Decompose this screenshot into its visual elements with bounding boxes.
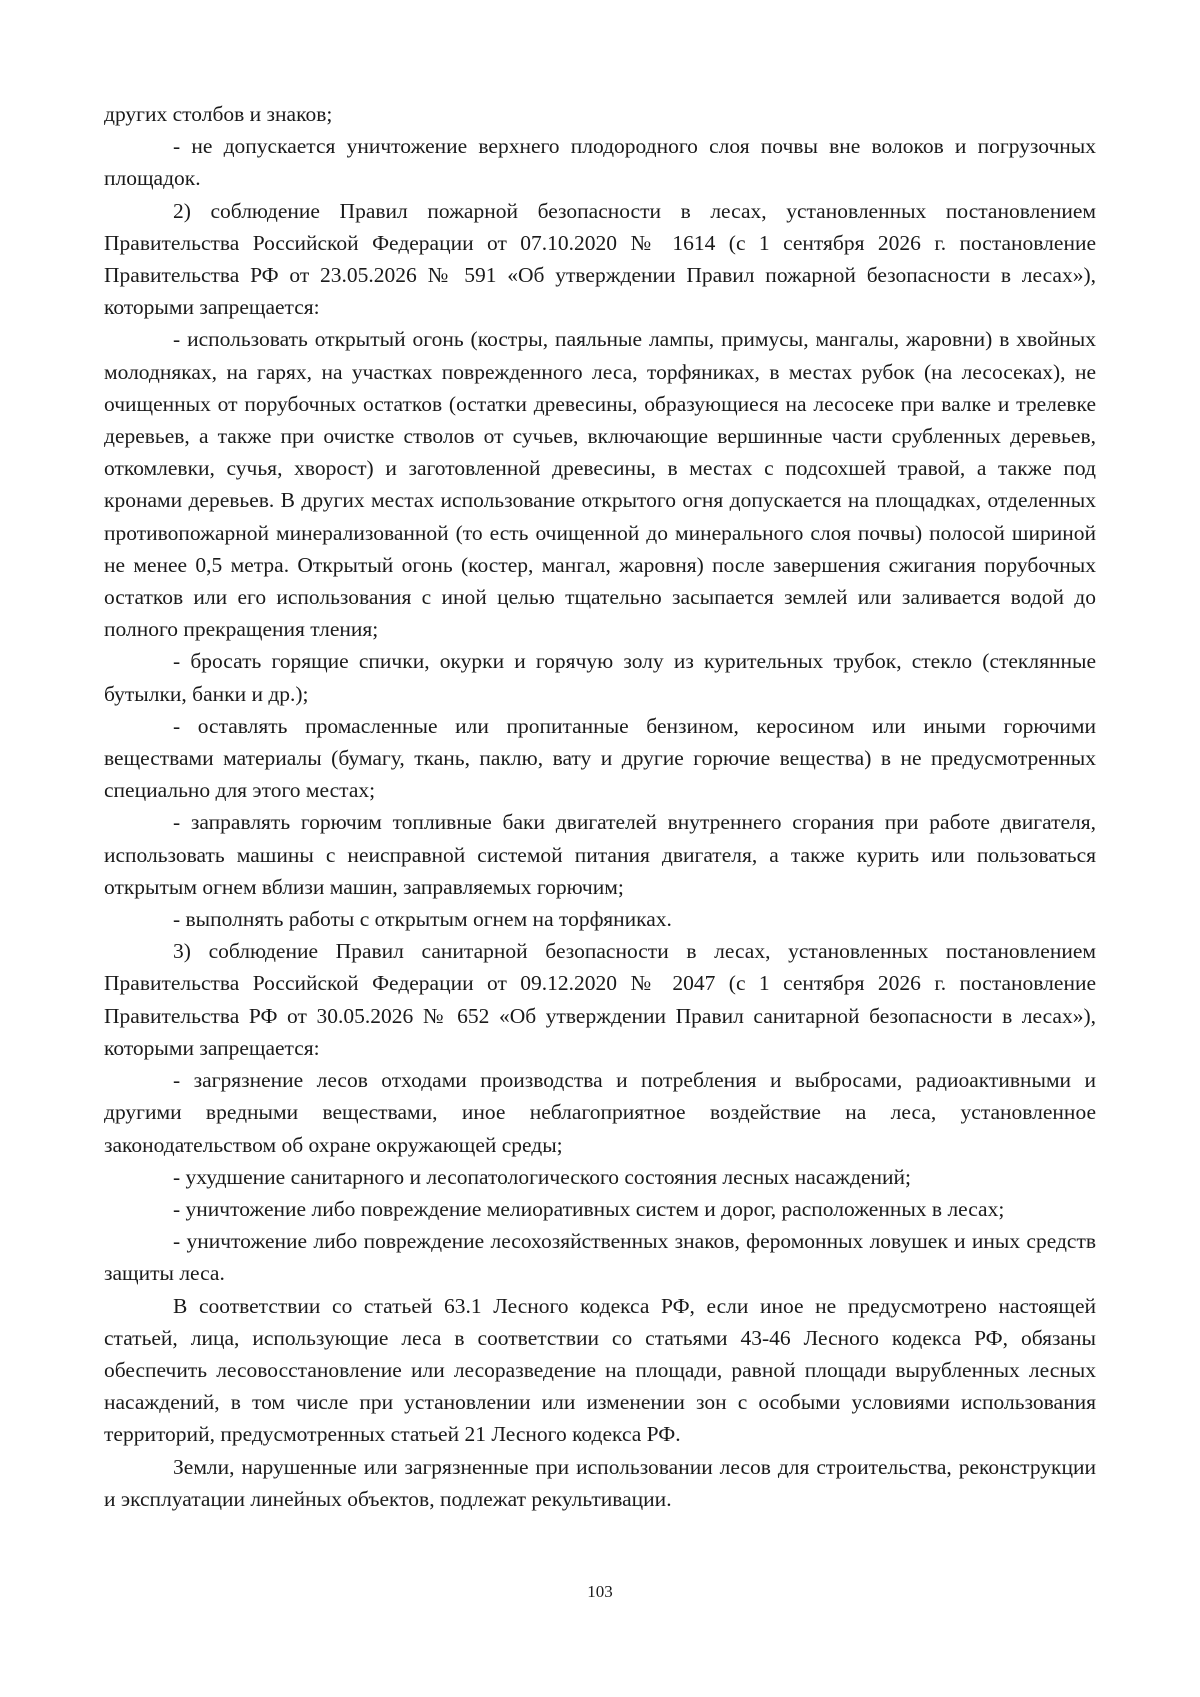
paragraph: 3) соблюдение Правил санитарной безопасности в лесах, установленных постановлением Правительства Российской Федерации от 09.12.2020 № 2047 (с 1 сентября 2026 г. постановление Правительства РФ от 30.05.2026 № 652 «Об утверждении Правил санитарной безопасности в лесах»), которыми запрещается: — [104, 939, 1096, 1060]
paragraph: Земли, нарушенные или загрязненные при использовании лесов для строительства, реконструкции и эксплуатации линейных объектов, подлежат рекультивации. — [104, 1454, 1096, 1511]
paragraph: - оставлять промасленные или пропитанные бензином, керосином или иными горючими веществами материалы (бумагу, ткань, паклю, вату и другие горючие вещества) в не предусмотренных специально для этого местах; — [104, 713, 1096, 803]
paragraph: - ухудшение санитарного и лесопатологического состояния лесных насаждений; — [173, 1164, 911, 1189]
paragraph: - выполнять работы с открытым огнем на торфяниках. — [173, 907, 672, 932]
paragraph: - не допускается уничтожение верхнего плодородного слоя почвы вне волоков и погрузочных площадок. — [104, 134, 1096, 191]
paragraph: - бросать горящие спички, окурки и горячую золу из курительных трубок, стекло (стеклянные бутылки, банки и др.); — [104, 649, 1096, 706]
body-text — [104, 98, 1096, 1515]
page-number: 103 — [587, 1582, 613, 1601]
paragraph: - заправлять горючим топливные баки двигателей внутреннего сгорания при работе двигателя, использовать машины с неисправной системой питания двигателя, а также курить или пользоваться открытым огнем вблизи машин, заправляемых горючим; — [104, 810, 1096, 899]
paragraph: - использовать открытый огонь (костры, паяльные лампы, примусы, мангалы, жаровни) в хвойных молодняках, на гарях, на участках поврежденного леса, торфяниках, в местах рубок (на лесосеках), не очищенных от порубочных остатков (остатки древесины, образующиеся на лесосеке при валке и трелевке деревьев, а также при очистке стволов от сучьев, включающие вершинные части срубленных деревьев, откомлевки, сучья, хворост) и заготовленной древесины, в местах с подсохшей травой, а также под кронами деревьев. В других местах использование открытого огня допускается на площадках, отделенных противопожарной минерализованной (то есть очищенной до минерального слоя почвы) полосой шириной не менее 0,5 метра. Открытый огонь (костер, мангал, жаровня) после завершения сжигания порубочных остатков или его использования с иной целью тщательно засыпается землей или заливается водой до полного прекращения тления; — [104, 327, 1096, 642]
paragraph: В соответствии со статьей 63.1 Лесного кодекса РФ, если иное не предусмотрено настоящей статьей, лица, использующие леса в соответствии со статьями 43-46 Лесного кодекса РФ, обязаны обеспечить лесовосстановление или лесоразведение на площади, равной площади вырубленных лесных насаждений, в том числе при установлении или изменении зон с особыми условиями использования территорий, предусмотренных статьей 21 Лесного кодекса РФ. — [104, 1293, 1096, 1447]
paragraph: 2) соблюдение Правил пожарной безопасности в лесах, установленных постановлением Правительства Российской Федерации от 07.10.2020 № 1614 (с 1 сентября 2026 г. постановление Правительства РФ от 23.05.2026 № 591 «Об утверждении Правил пожарной безопасности в лесах»), которыми запрещается: — [104, 198, 1096, 320]
paragraph: - уничтожение либо повреждение лесохозяйственных знаков, феромонных ловушек и иных средств защиты леса. — [104, 1229, 1096, 1286]
paragraph: других столбов и знаков; — [104, 102, 333, 126]
paragraph: - загрязнение лесов отходами производства и потребления и выбросами, радиоактивными и другими вредными веществами, иное неблагоприятное воздействие на леса, установленное законодательством об охране окружающей среды; — [104, 1068, 1096, 1157]
paragraph: - уничтожение либо повреждение мелиоративных систем и дорог, расположенных в лесах; — [173, 1196, 1005, 1221]
